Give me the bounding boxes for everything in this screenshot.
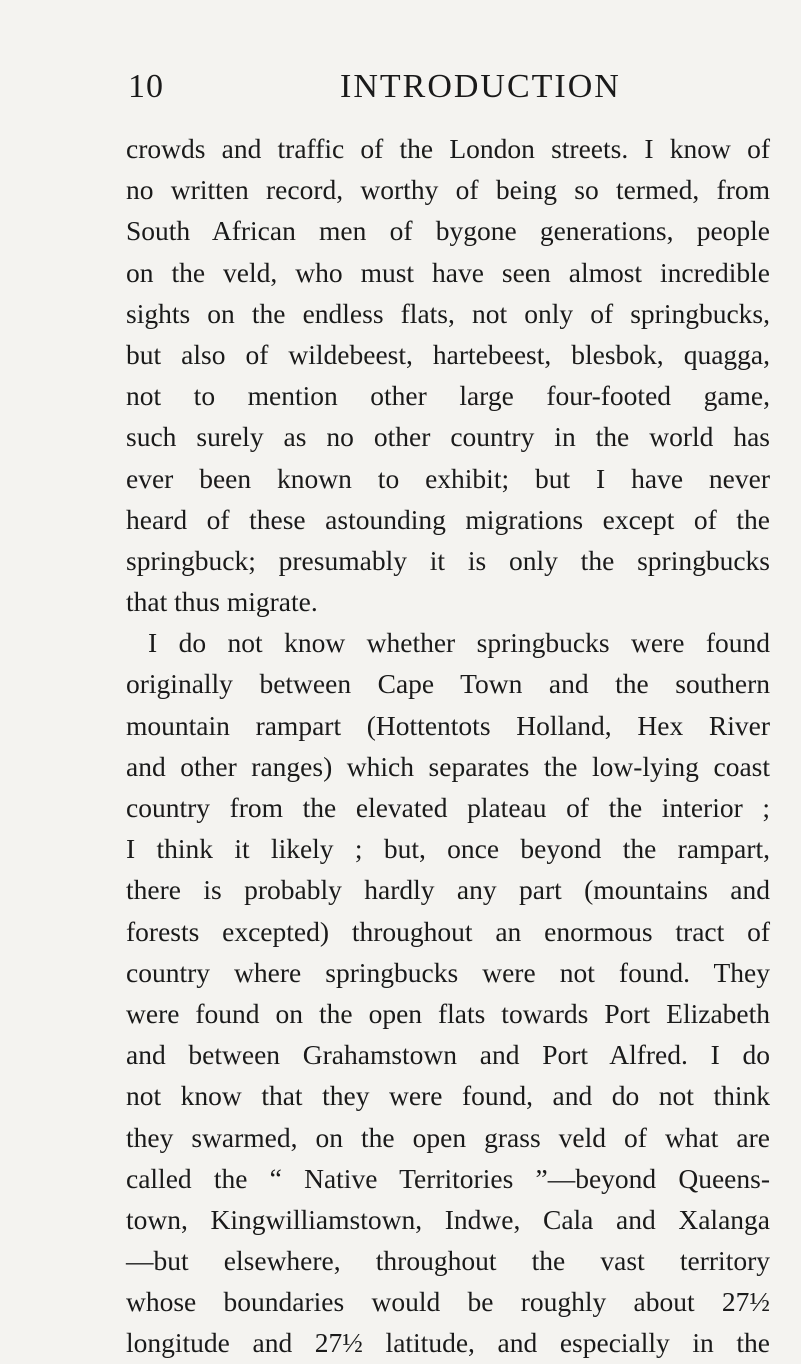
text-line: not know that they were found, and do not think — [126, 1080, 770, 1112]
text-line: on the veld, who must have seen almost incredible — [126, 256, 770, 288]
text-line: springbuck; presumably it is only the springbucks — [126, 544, 770, 576]
text-line: there is probably hardly any part (mountains and — [126, 874, 770, 906]
text-line: no written record, worthy of being so termed, from — [126, 174, 770, 206]
page-header — [0, 64, 801, 110]
text-line: South African men of bygone generations, people — [126, 215, 770, 247]
text-line: heard of these astounding migrations except of the — [126, 503, 770, 535]
text-line: forests excepted) throughout an enormous tract of — [126, 915, 770, 947]
running-title: INTRODUCTION — [340, 68, 621, 105]
text-line: were found on the open flats towards Port Elizabeth — [126, 997, 770, 1029]
text-line: longitude and 27½ latitude, and especially in the — [126, 1327, 770, 1359]
text-line: crowds and traffic of the London streets. I know of — [126, 133, 770, 164]
text-line: and other ranges) which separates the low-lying coast — [126, 750, 770, 782]
text-line: but also of wildebeest, hartebeest, blesbok, quagga, — [126, 338, 770, 370]
text-line: originally between Cape Town and the southern — [126, 668, 770, 700]
text-line: not to mention other large four-footed game, — [126, 380, 770, 412]
text-line: and between Grahamstown and Port Alfred. I do — [126, 1039, 770, 1071]
text-line: whose boundaries would be roughly about 27½ — [126, 1286, 770, 1318]
page-number: 10 — [128, 68, 164, 105]
text-line: I think it likely ; but, once beyond the rampart, — [126, 833, 770, 865]
text-line: country where springbucks were not found. They — [126, 956, 770, 988]
text-line: they swarmed, on the open grass veld of what are — [126, 1121, 770, 1153]
text-line: called the “ Native Territories ”—beyond Queens- — [126, 1162, 770, 1194]
text-line: ever been known to exhibit; but I have never — [126, 462, 770, 494]
body-text — [126, 128, 770, 1364]
text-line: —but elsewhere, throughout the vast territory — [126, 1245, 770, 1277]
paragraph-end-line: that thus migrate. — [126, 586, 318, 618]
text-line: mountain rampart (Hottentots Holland, Hex River — [126, 709, 770, 741]
text-line: town, Kingwilliamstown, Indwe, Cala and Xalanga — [126, 1203, 770, 1235]
text-line: country from the elevated plateau of the interior ; — [126, 792, 770, 823]
text-line: sights on the endless flats, not only of springbucks, — [126, 297, 770, 329]
paragraph-start-line: I do not know whether springbucks were found — [148, 627, 770, 659]
text-line: such surely as no other country in the world has — [126, 421, 770, 453]
